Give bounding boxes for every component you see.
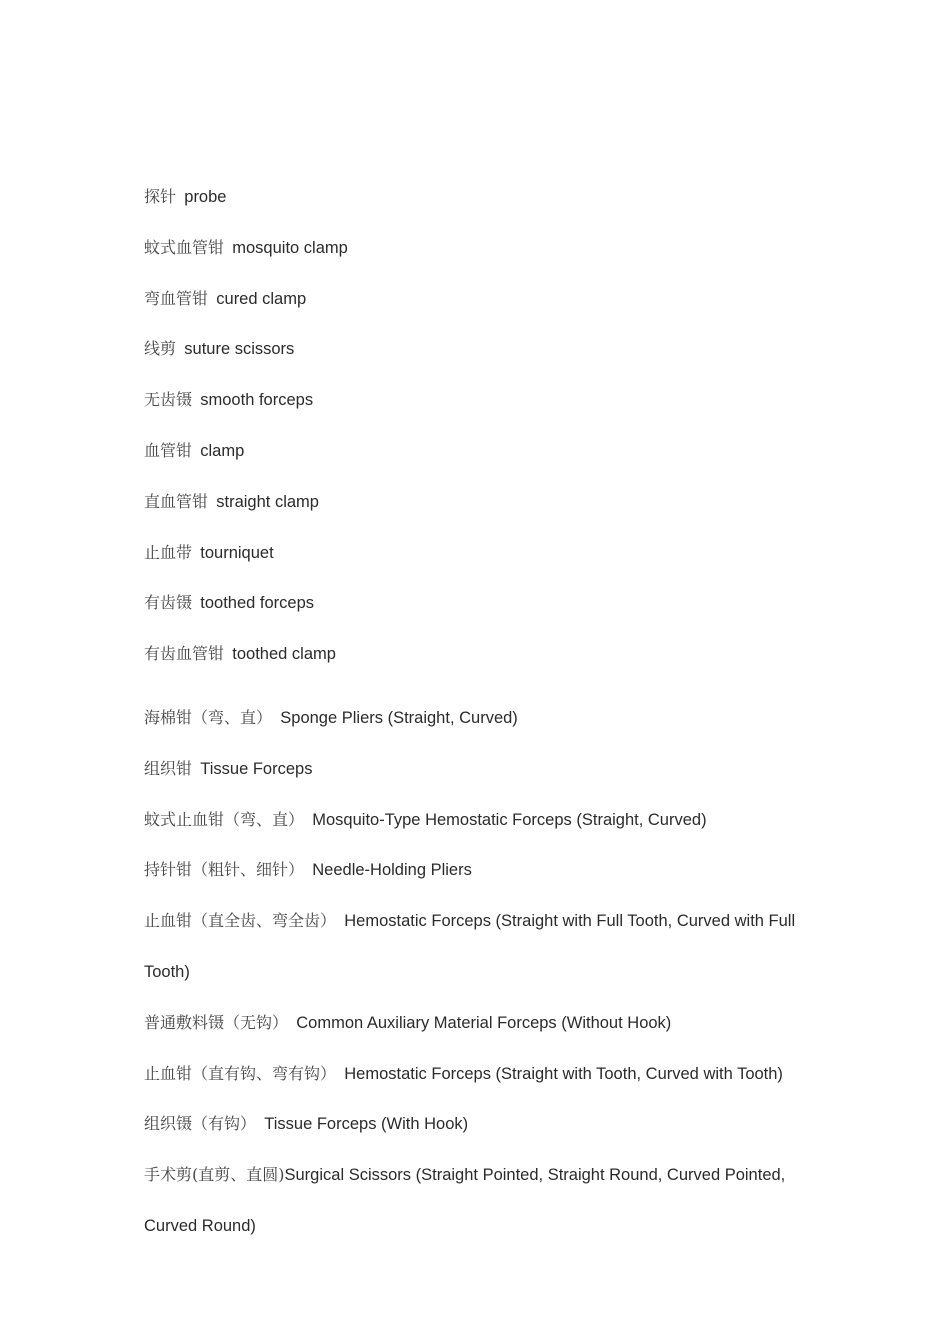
term-english: clamp [200, 441, 245, 460]
term-chinese: 手术剪(直剪、直圆) [144, 1165, 285, 1185]
term-english: Hemostatic Forceps (Straight with Tooth, Curved with Tooth) [344, 1064, 783, 1083]
term-line [144, 693, 814, 744]
term-chinese: 弯血管钳 [144, 288, 209, 308]
term-list [144, 172, 814, 1252]
term-line [144, 896, 814, 998]
term-chinese: 蚊式止血钳（弯、直） [144, 809, 305, 829]
term-english: Mosquito-Type Hemostatic Forceps (Straight, Curved) [312, 810, 707, 829]
term-chinese: 普通敷料镊（无钩） [144, 1012, 289, 1032]
term-english: Needle-Holding Pliers [312, 861, 472, 880]
term-chinese: 组织钳 [144, 758, 193, 778]
term-line [144, 998, 814, 1049]
term-line [144, 528, 814, 579]
term-chinese: 血管钳 [144, 440, 193, 460]
term-line [144, 1049, 814, 1100]
term-english: cured clamp [216, 289, 307, 308]
term-english: suture scissors [184, 340, 295, 359]
term-english: Common Auxiliary Material Forceps (Without Hook) [296, 1013, 672, 1032]
term-english: toothed forceps [200, 594, 315, 613]
term-english: Hemostatic Forceps (Straight with Full Tooth, Curved with Full Tooth) [144, 912, 796, 981]
term-english: Tissue Forceps (With Hook) [264, 1115, 469, 1134]
term-line [144, 845, 814, 896]
term-line [144, 274, 814, 325]
term-line [144, 375, 814, 426]
term-chinese: 组织镊（有钩） [144, 1114, 257, 1134]
term-english: probe [184, 188, 227, 206]
term-chinese: 蚊式血管钳 [144, 237, 225, 257]
term-chinese: 有齿镊 [144, 593, 193, 613]
term-line [144, 426, 814, 477]
term-chinese: 止血钳（直全齿、弯全齿） [144, 911, 337, 931]
term-line [144, 324, 814, 375]
term-chinese: 海棉钳（弯、直） [144, 707, 273, 727]
term-chinese: 止血钳（直有钩、弯有钩） [144, 1063, 337, 1083]
term-english: Surgical Scissors (Straight Pointed, Straight Round, Curved Pointed, Curved Round) [144, 1166, 786, 1235]
term-line [144, 1150, 814, 1252]
term-english: Sponge Pliers (Straight, Curved) [280, 708, 518, 727]
term-line [144, 477, 814, 528]
term-line [144, 1099, 814, 1150]
term-english: straight clamp [216, 492, 319, 511]
term-chinese: 线剪 [144, 339, 177, 359]
term-chinese: 有齿血管钳 [144, 644, 225, 664]
term-line [144, 172, 814, 223]
term-english: smooth forceps [200, 391, 314, 410]
term-line [144, 629, 814, 680]
term-english: toothed clamp [232, 645, 336, 664]
term-english: mosquito clamp [232, 238, 348, 257]
term-line [144, 578, 814, 629]
term-chinese: 直血管钳 [144, 491, 209, 511]
term-chinese: 无齿镊 [144, 390, 193, 410]
term-english: Tissue Forceps [200, 759, 313, 778]
term-chinese: 止血带 [144, 542, 193, 562]
term-line [144, 795, 814, 846]
term-chinese: 探针 [144, 187, 177, 206]
term-chinese: 持针钳（粗针、细针） [144, 860, 305, 880]
term-line [144, 744, 814, 795]
term-english: tourniquet [200, 543, 274, 562]
term-line [144, 223, 814, 274]
